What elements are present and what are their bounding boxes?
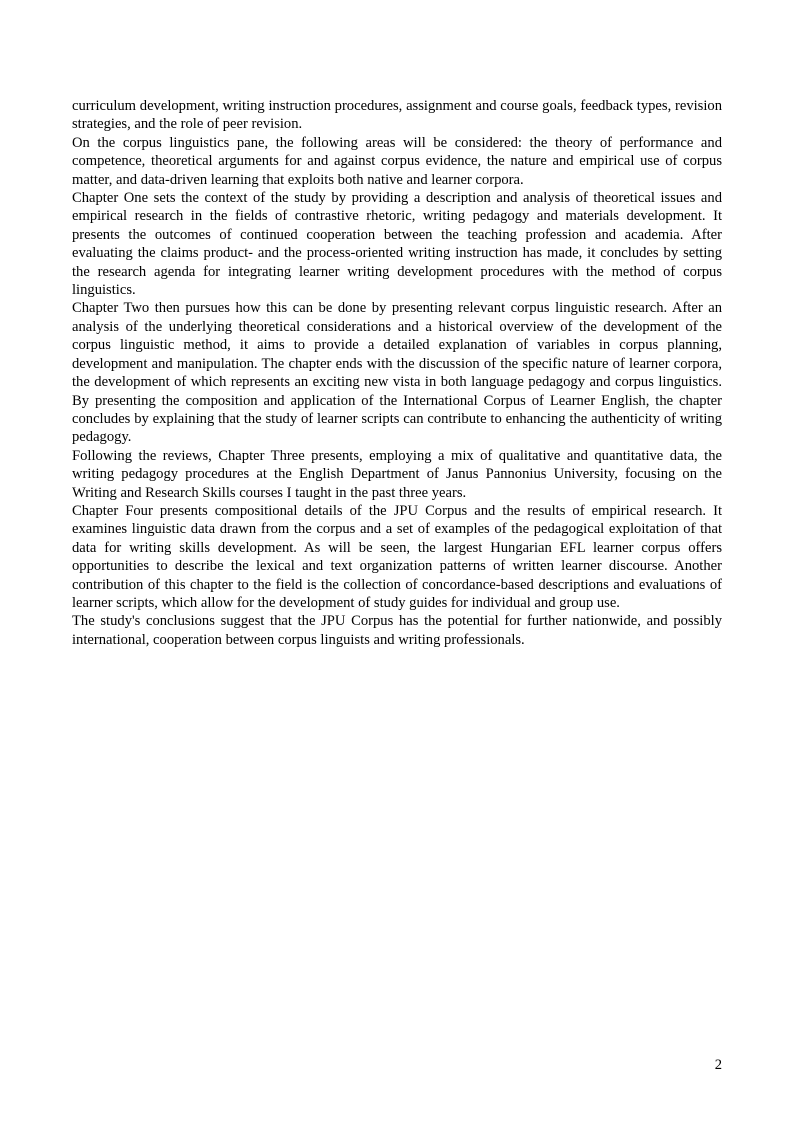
paragraph-conclusions: The study's conclusions suggest that the JPU Corpus has the potential for further nationwide, and possibly international, cooperation between corpus linguists and writing professionals. (72, 613, 722, 648)
body-text (72, 97, 722, 649)
paragraph-continuation: curriculum development, writing instruction procedures, assignment and course goals, feedback types, revision strategies, and the role of peer revision. (72, 98, 722, 133)
paragraph-chapter-one: Chapter One sets the context of the study by providing a description and analysis of theoretical issues and empirical research in the fields of contrastive rhetoric, writing pedagogy and materials development. It presents the outcomes of continued cooperation between the teaching profession and academia. After evaluating the claims product- and the process-oriented writing instruction has made, it concludes by setting the research agenda for integrating learner writing development procedures with the method of corpus linguistics. (72, 190, 722, 299)
paragraph-corpus-linguistics: On the corpus linguistics pane, the following areas will be considered: the theory of performance and competence, theoretical arguments for and against corpus evidence, the nature and empirical use of corpus matter, and data-driven learning that exploits both native and learner corpora. (72, 134, 722, 188)
paragraph-chapter-four: Chapter Four presents compositional details of the JPU Corpus and the results of empirical research. It examines linguistic data drawn from the corpus and a set of examples of the pedagogical exploitation of that data for writing skills development. As will be seen, the largest Hungarian EFL learner corpus offers opportunities to describe the lexical and text organization patterns of written learner discourse. Another contribution of this chapter to the field is the collection of concordance-based descriptions and evaluations of learner scripts, which allow for the development of study guides for individual and group use. (72, 502, 722, 611)
page-number: 2 (714, 1057, 722, 1073)
paragraph-chapter-two: Chapter Two then pursues how this can be done by presenting relevant corpus linguistic research. After an analysis of the underlying theoretical considerations and a historical overview of the development of the corpus linguistic method, it aims to provide a detailed explanation of variables in corpus planning, development and manipulation. The chapter ends with the discussion of the specific nature of learner corpora, the development of which represents an exciting new vista in both language pedagogy and corpus linguistics. By presenting the composition and application of the International Corpus of Learner English, the chapter concludes by explaining that the study of learner scripts can contribute to enhancing the authenticity of writing pedagogy. (72, 300, 722, 446)
paragraph-chapter-three: Following the reviews, Chapter Three presents, employing a mix of qualitative and quantitative data, the writing pedagogy procedures at the English Department of Janus Pannonius University, focusing on the Writing and Research Skills courses I taught in the past three years. (72, 447, 722, 501)
